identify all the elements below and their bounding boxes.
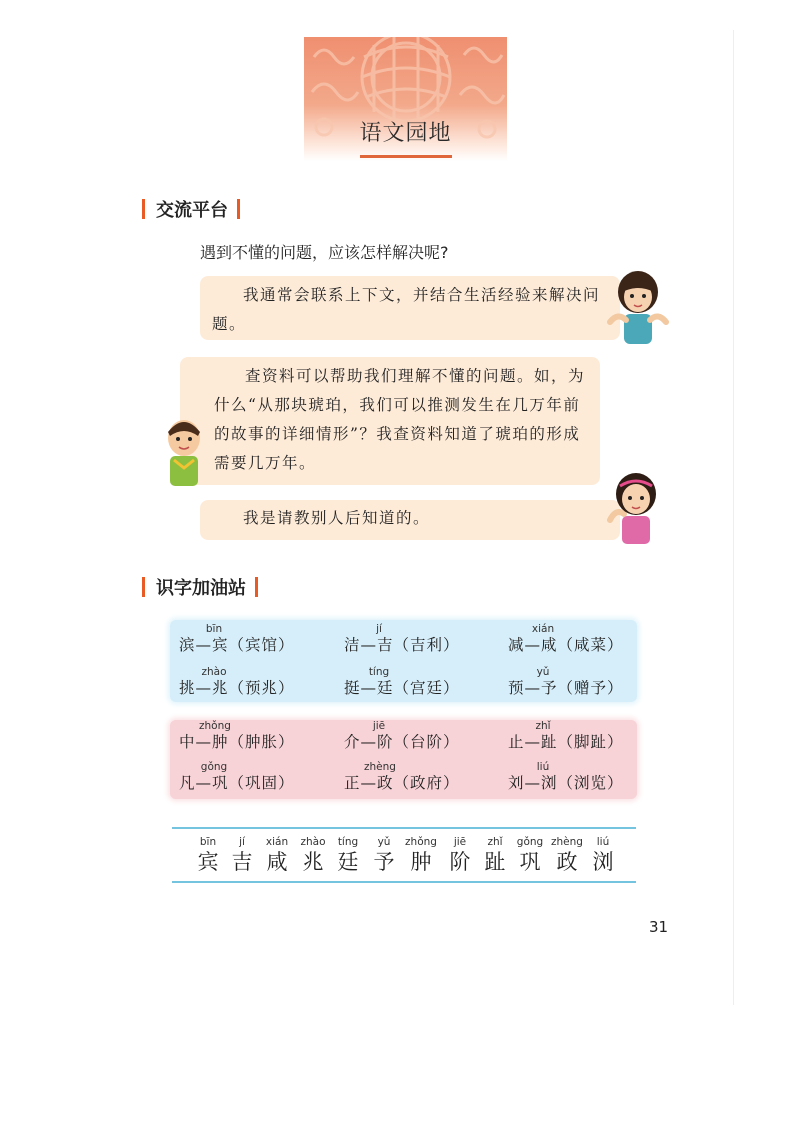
word-item [508,623,638,655]
heading-bar-right [255,577,258,597]
question-text: 遇到不懂的问题，应该怎样解决呢? [200,243,449,262]
word-item [344,666,474,698]
char-pinyin: zhèng [551,836,583,848]
char-pinyin: gǒng [516,836,544,848]
char-row-bottom-rule [172,881,636,883]
word-text: 凡—巩（巩固） [179,774,295,792]
word-pinyin: zhǒng [199,720,231,732]
char-pinyin: tíng [337,836,359,848]
word-text: 正—政（政府） [344,774,460,792]
word-pinyin: gǒng [200,761,228,773]
char-pinyin: yǔ [377,836,391,848]
word-text: 挺—廷（宫廷） [344,679,460,697]
word-pinyin: liú [536,761,550,773]
bubble-text: 查资料可以帮助我们理解不懂的问题。如，为什么“从那块琥珀，我们可以推测发生在几万年前的故事的详细情形”？我查资料知道了琥珀的形成需要几万年。 [214,367,586,472]
page-edge [733,30,734,1005]
word-item [179,720,309,752]
char-cell [547,835,587,875]
char-pinyin: zhǐ [487,836,503,848]
section-heading-literacy [142,574,258,600]
word-item [344,720,474,752]
speech-bubble-1 [200,276,620,340]
word-pinyin: zhǐ [535,720,551,732]
char-glyph: 予 [373,850,395,874]
word-item [508,761,638,793]
char-glyph: 吉 [231,850,253,874]
boy-character-icon [160,416,208,486]
bubble-text: 我通常会联系上下文，并结合生活经验来解决问题。 [212,286,601,333]
word-item [344,623,474,655]
char-glyph: 趾 [484,850,506,874]
page-title: 语文园地 [359,121,452,146]
heading-bar-right [237,199,240,219]
word-pinyin: xián [531,623,555,635]
char-glyph: 肿 [410,850,432,874]
char-cell [583,835,623,875]
girl-character-icon-2 [602,472,668,544]
title-banner [304,37,507,161]
word-item [344,761,474,793]
word-item [179,761,309,793]
char-cell [440,835,480,875]
char-pinyin: zhào [300,836,326,848]
char-cell [257,835,297,875]
word-pinyin: zhào [201,666,227,678]
bubble-text: 我是请教别人后知道的。 [243,509,431,527]
char-cell [510,835,550,875]
char-pinyin: zhǒng [405,836,437,848]
char-pinyin: jí [239,836,245,848]
word-text: 挑—兆（预兆） [179,679,295,697]
speech-bubble-3 [200,500,620,540]
char-pinyin: liú [596,836,610,848]
section-heading-exchange [142,196,240,222]
char-glyph: 咸 [266,850,288,874]
word-text: 止—趾（脚趾） [508,733,624,751]
speech-bubble-2 [180,357,600,485]
char-glyph: 政 [556,850,578,874]
char-cell [328,835,368,875]
word-pinyin: yǔ [536,666,550,678]
word-text: 洁—吉（吉利） [344,636,460,654]
word-text: 中—肿（肿胀） [179,733,295,751]
heading-bar-left [142,199,145,219]
title-underline [360,155,452,158]
word-item [508,666,638,698]
char-row-top-rule [172,827,636,829]
section-heading-text: 识字加油站 [156,578,246,599]
word-text: 预—予（赠予） [508,679,624,697]
char-pinyin: jiē [453,836,467,848]
word-pinyin: zhèng [364,761,396,773]
word-pinyin: jí [376,623,382,635]
section-heading-text: 交流平台 [156,200,228,221]
char-pinyin: bīn [199,836,217,848]
char-cell [475,835,515,875]
char-glyph: 廷 [337,850,359,874]
char-cell [401,835,441,875]
char-glyph: 阶 [449,850,471,874]
char-cell [222,835,262,875]
char-glyph: 巩 [519,850,541,874]
heading-bar-left [142,577,145,597]
word-pinyin: jiē [372,720,386,732]
char-glyph: 浏 [592,850,614,874]
girl-character-icon [606,270,670,344]
word-item [179,666,309,698]
word-pinyin: tíng [368,666,390,678]
char-glyph: 宾 [197,850,219,874]
char-glyph: 兆 [302,850,324,874]
word-pinyin: bīn [205,623,223,635]
word-text: 滨—宾（宾馆） [179,636,295,654]
char-cell [293,835,333,875]
word-text: 介—阶（台阶） [344,733,460,751]
char-cell [364,835,404,875]
word-text: 减—咸（咸菜） [508,636,624,654]
page-number: 31 [649,918,669,936]
word-text: 刘—浏（浏览） [508,774,624,792]
word-item [508,720,638,752]
word-item [179,623,309,655]
char-pinyin: xián [265,836,289,848]
